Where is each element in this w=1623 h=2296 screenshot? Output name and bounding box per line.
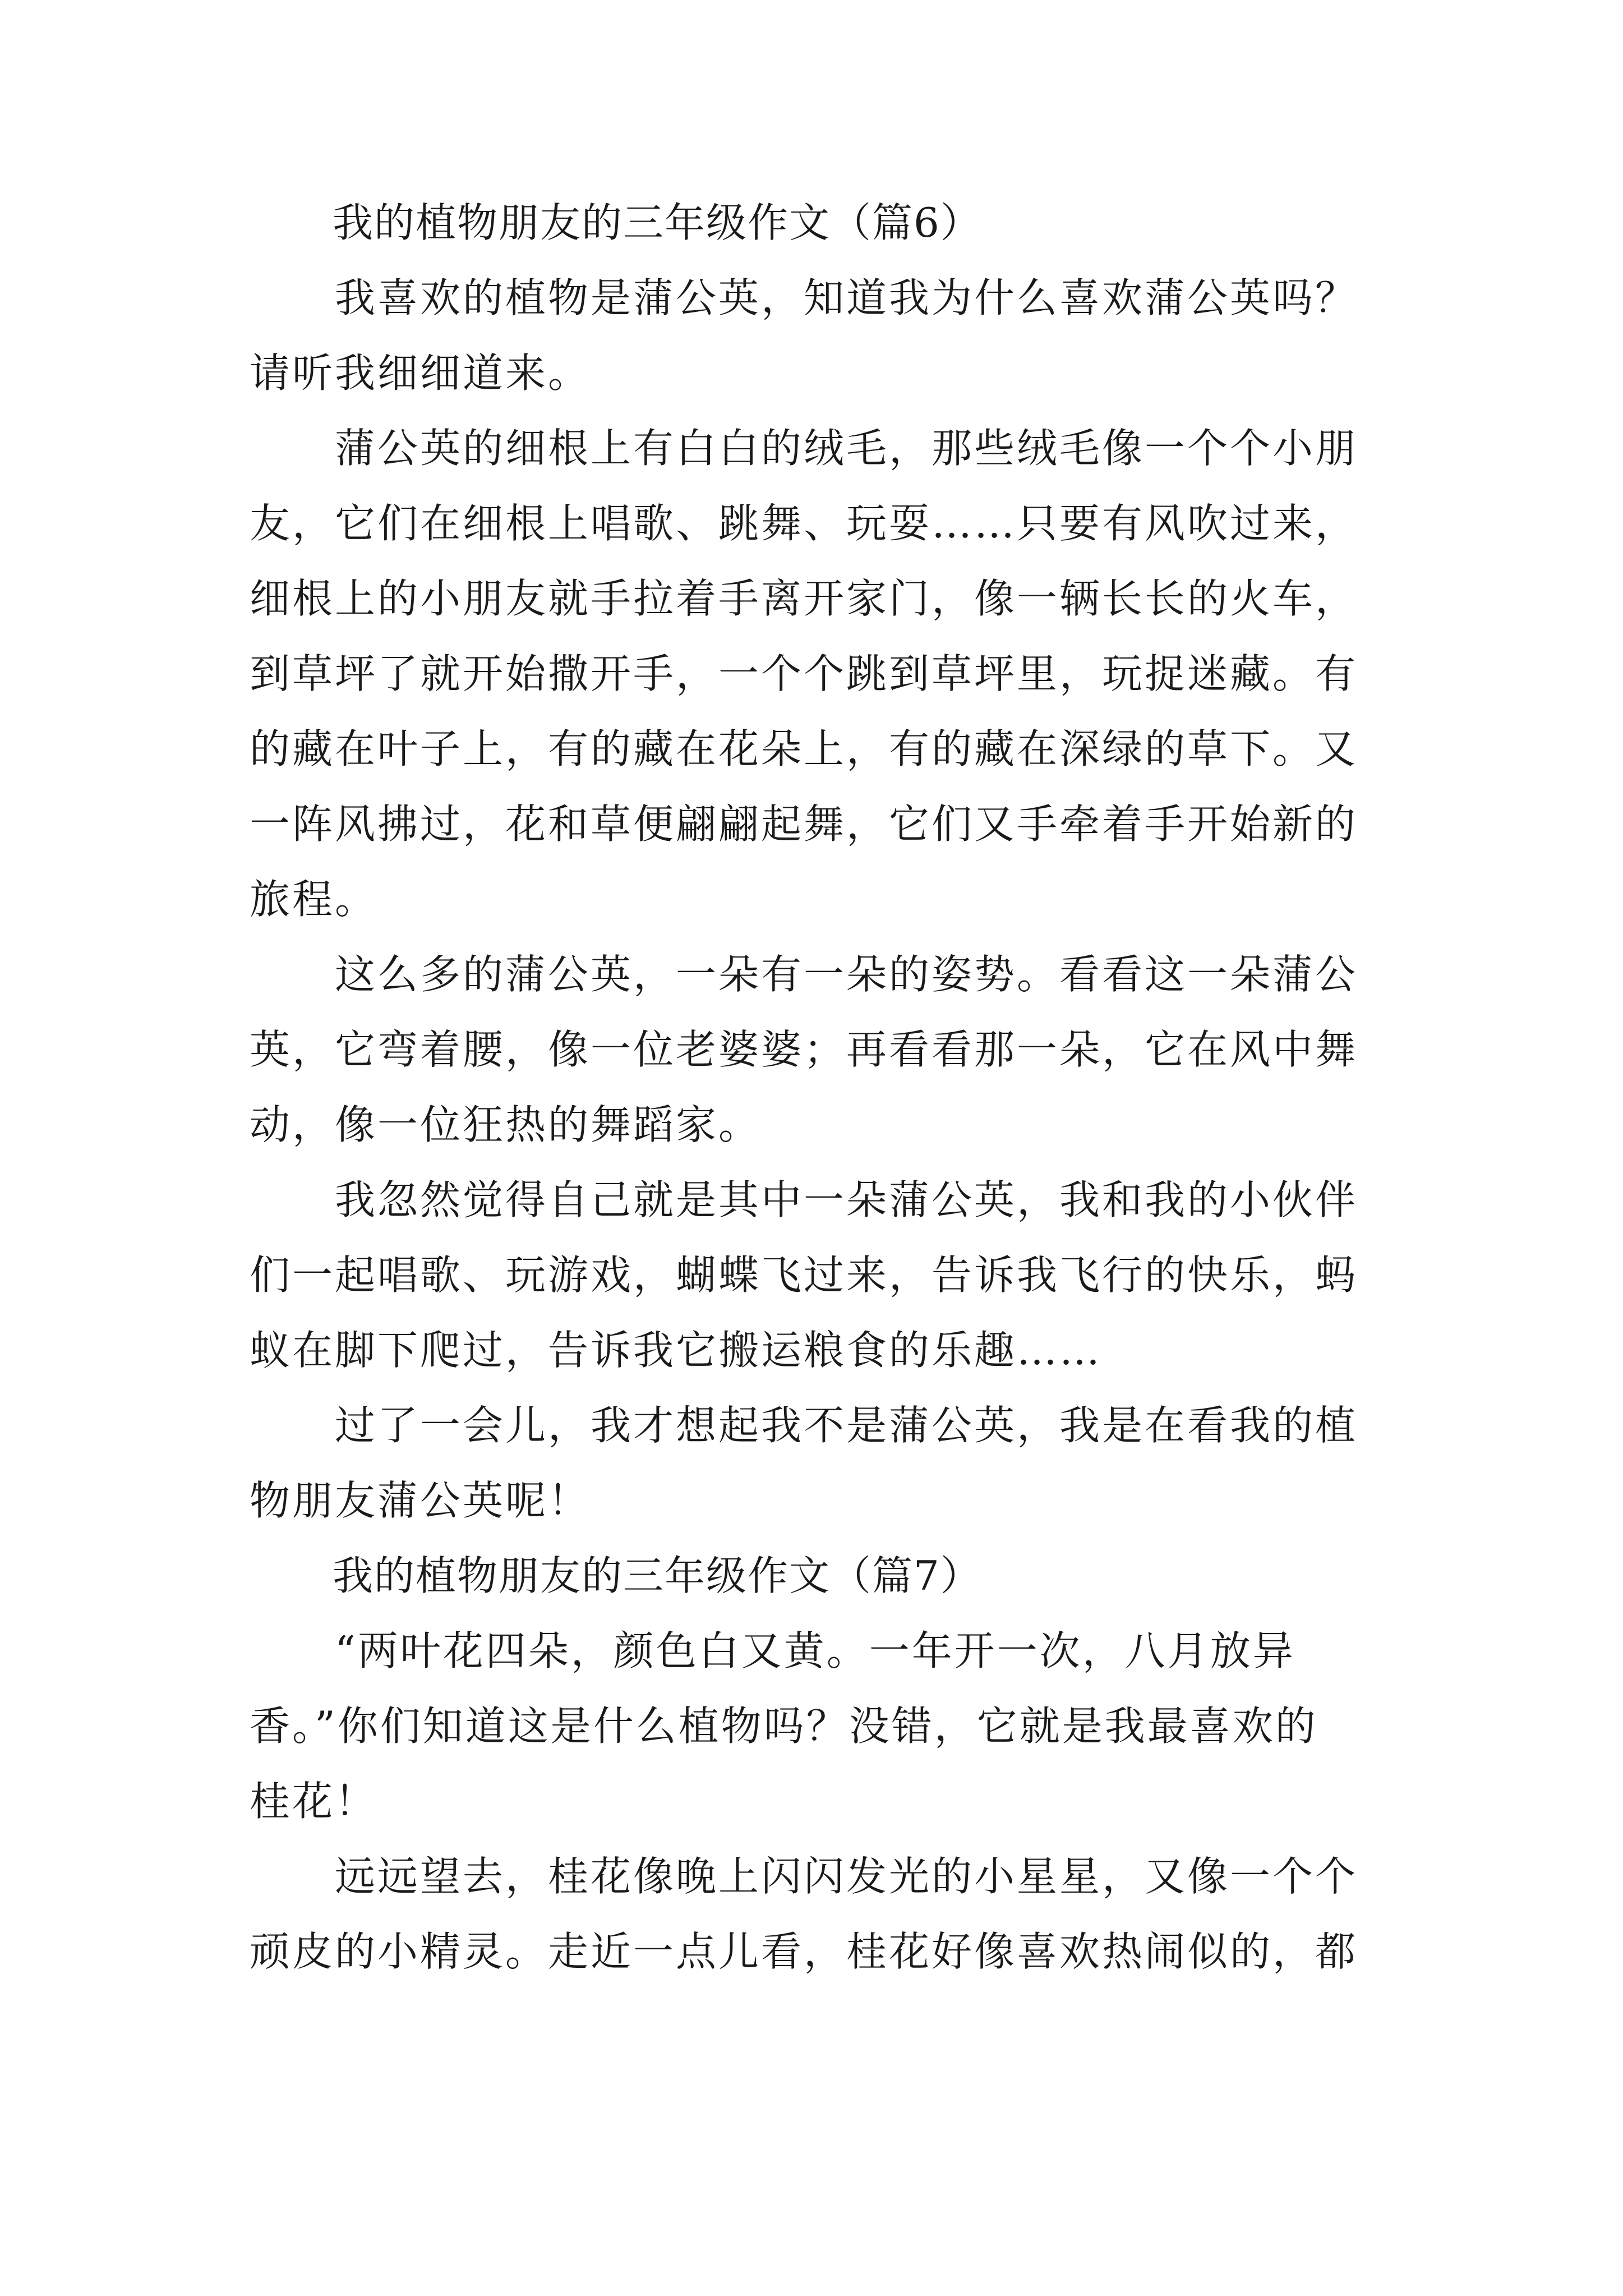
paragraph-line: 细根上的小朋友就手拉着手离开家门，像一辆长长的火车， xyxy=(250,575,1358,622)
paragraph-line: 旅程。 xyxy=(250,876,378,923)
paragraph xyxy=(250,1388,1382,1538)
paragraph xyxy=(250,1162,1382,1388)
heading-line: 我的植物朋友的三年级作文（篇6） xyxy=(250,199,982,246)
paragraph-line: 香。”你们知道这是什么植物吗？没错，它就是我最喜欢的 xyxy=(250,1703,1318,1750)
paragraph-line: 蒲公英的细根上有白白的绒毛，那些绒毛像一个个小朋 xyxy=(250,425,1358,472)
paragraph-line: 我忽然觉得自己就是其中一朵蒲公英，我和我的小伙伴 xyxy=(250,1176,1358,1223)
paragraph xyxy=(250,1613,1382,1839)
paragraph xyxy=(250,411,1382,937)
paragraph-line: 友，它们在细根上唱歌、跳舞、玩耍……只要有风吹过来， xyxy=(250,500,1358,547)
essay-heading-7 xyxy=(250,1538,1382,1613)
paragraph-line: “两叶花四朵，颜色白又黄。一年开一次，八月放异 xyxy=(250,1627,1295,1674)
paragraph-line: 英，它弯着腰，像一位老婆婆；再看看那一朵，它在风中舞 xyxy=(250,1026,1358,1073)
paragraph-line: 们一起唱歌、玩游戏，蝴蝶飞过来，告诉我飞行的快乐，蚂 xyxy=(250,1251,1358,1299)
paragraph-line: 到草坪了就开始撒开手，一个个跳到草坪里，玩捉迷藏。有 xyxy=(250,650,1358,697)
paragraph-line: 物朋友蒲公英呢！ xyxy=(250,1477,591,1524)
paragraph-line: 请听我细细道来。 xyxy=(250,349,591,397)
paragraph-line: 一阵风拂过，花和草便翩翩起舞，它们又手牵着手开始新的 xyxy=(250,800,1358,848)
heading-line: 我的植物朋友的三年级作文（篇7） xyxy=(250,1552,982,1599)
paragraph xyxy=(250,260,1382,411)
paragraph-line: 的藏在叶子上，有的藏在花朵上，有的藏在深绿的草下。又 xyxy=(250,725,1358,772)
paragraph-line: 我喜欢的植物是蒲公英，知道我为什么喜欢蒲公英吗？ xyxy=(250,274,1358,321)
paragraph-line: 顽皮的小精灵。走近一点儿看，桂花好像喜欢热闹似的，都 xyxy=(250,1928,1358,1975)
paragraph-line: 这么多的蒲公英，一朵有一朵的姿势。看看这一朵蒲公 xyxy=(250,951,1358,998)
paragraph-line: 动，像一位狂热的舞蹈家。 xyxy=(250,1101,762,1148)
essay-heading-6 xyxy=(250,185,1382,260)
paragraph xyxy=(250,937,1382,1162)
document-body xyxy=(250,185,1382,1989)
paragraph xyxy=(250,1839,1382,1989)
paragraph-line: 过了一会儿，我才想起我不是蒲公英，我是在看我的植 xyxy=(250,1402,1358,1449)
paragraph-line: 蚁在脚下爬过，告诉我它搬运粮食的乐趣…… xyxy=(250,1327,1103,1374)
paragraph-line: 远远望去，桂花像晚上闪闪发光的小星星，又像一个个 xyxy=(250,1853,1358,1900)
paragraph-line: 桂花！ xyxy=(250,1778,378,1825)
